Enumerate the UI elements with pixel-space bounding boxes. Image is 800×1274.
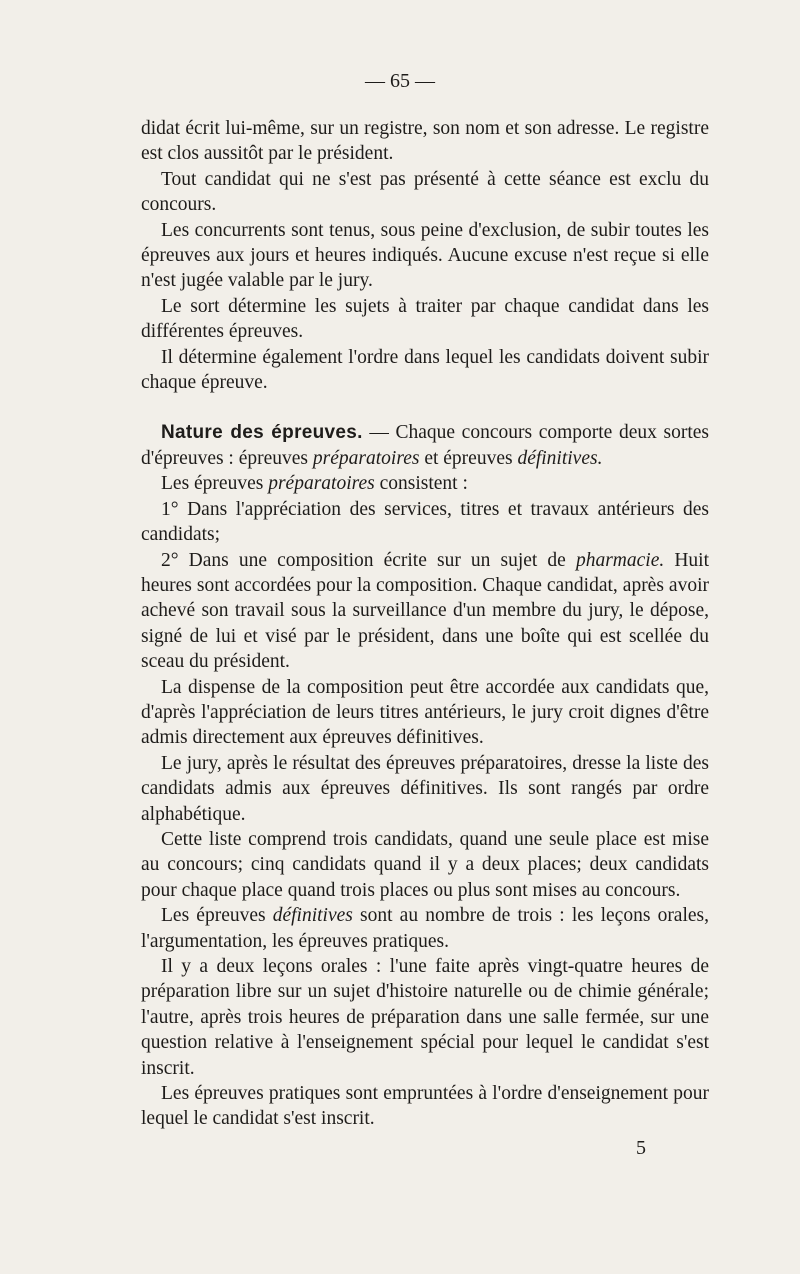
text-run: consistent :	[374, 473, 468, 495]
text-run: Les épreuves	[161, 473, 269, 495]
italic-run: préparatoires	[268, 473, 375, 495]
text-run: et épreuves	[419, 447, 518, 469]
paragraph: Les épreuves pratiques sont empruntées à l'ordre d'enseignement pour lequel le candidat s'est inscrit.	[141, 1083, 709, 1130]
paragraph: Cette liste comprend trois candidats, quand une seule place est mise au concours; cinq candidats quand il y a deux places; deux candidats pour chaque place quand trois places ou plus sont mises au concours.	[141, 828, 709, 901]
italic-run: préparatoires	[312, 447, 420, 469]
paragraph: Les concurrents sont tenus, sous peine d'exclusion, de subir toutes les épreuves aux jours et heures indiqués. Aucune excuse n'est reçue si elle n'est jugée valable par le jury.	[141, 219, 709, 292]
italic-run: pharmacie.	[575, 549, 665, 571]
paragraph: didat écrit lui-même, sur un registre, son nom et son adresse. Le registre est clos aussitôt par le président.	[141, 118, 709, 165]
list-item: 1° Dans l'appréciation des services, titres et travaux antérieurs des candidats;	[141, 498, 709, 546]
paragraph	[141, 471, 709, 496]
paragraph	[141, 903, 709, 954]
section-heading: Nature des épreuves.	[161, 422, 363, 444]
text-run: Les épreuves	[161, 905, 273, 927]
paragraph: Le jury, après le résultat des épreuves préparatoires, dresse la liste des candidats admis aux épreuves définitives. Ils sont rangés par ordre alphabétique.	[141, 752, 709, 825]
text-run: — Chaque concours comporte deux sortes d'épreuves : épreuves	[141, 422, 710, 469]
paragraph: Il détermine également l'ordre dans lequel les candidats doivent subir chaque épreuve.	[141, 346, 709, 394]
signature-mark: 5	[636, 1137, 646, 1159]
page-number: — 65 —	[365, 70, 435, 92]
list-item	[141, 548, 709, 675]
text-run: sont au nombre de trois : les leçons orales, l'argumentation, les épreuves pratiques.	[141, 905, 709, 952]
paragraph: La dispense de la composition peut être accordée aux candidats que, d'après l'appréciation de leurs titres antérieurs, le jury croit dignes d'être admis directement aux épreuves définitives.	[141, 676, 709, 749]
section-gap	[141, 395, 709, 420]
body-text	[141, 116, 709, 1132]
paragraph: Le sort détermine les sujets à traiter par chaque candidat dans les différentes épreuves.	[141, 295, 709, 343]
italic-run: définitives	[272, 905, 353, 927]
text-run: 2° Dans une composition écrite sur un sujet de	[161, 549, 576, 571]
text-run: Huit heures sont accordées pour la composition. Chaque candidat, après avoir achevé son travail sous la surveillance d'un membre du jury, le dépose, signé de lui et visé par le président, dans une boîte qui est scellée du sceau du président.	[141, 549, 710, 673]
paragraph: Il y a deux leçons orales : l'une faite après vingt-quatre heures de préparation libre sur un sujet d'histoire naturelle ou de chimie générale; l'autre, après trois heures de préparation dans une salle fermée, sur une question relative à l'enseignement spécial pour lequel le candidat s'est inscrit.	[141, 956, 709, 1079]
paragraph-nature	[141, 420, 709, 471]
paragraph: Tout candidat qui ne s'est pas présenté à cette séance est exclu du concours.	[141, 168, 709, 216]
italic-run: définitives.	[517, 447, 603, 469]
